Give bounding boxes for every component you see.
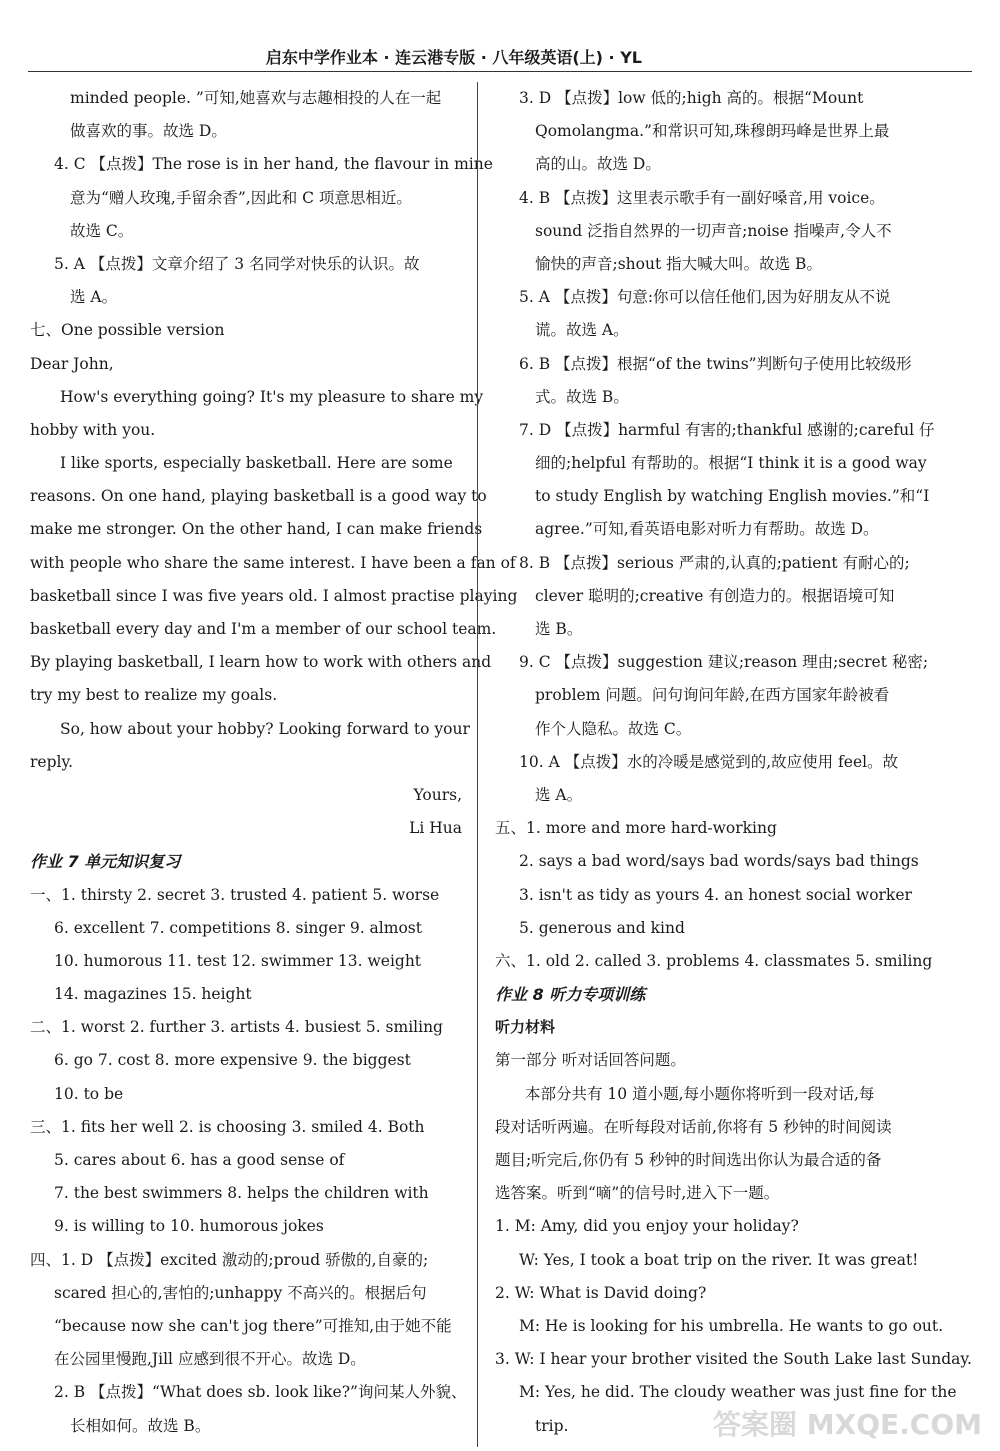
text-line: Yours, [413,785,462,804]
text-line: sound 泛指自然界的一切声音;noise 指噪声,令人不 [535,221,892,240]
text-line: make me stronger. On the other hand, I can make friends [30,520,483,539]
text-line: 2. B 【点拨】“What does sb. look like?”询问某人外貌、 [54,1383,467,1402]
text-line: 3. D 【点拨】low 低的;high 高的。根据“Mount [519,89,864,107]
text-line: 3. isn't as tidy as yours 4. an honest social worker [519,885,912,904]
text-line: 在公园里慢跑,Jill 应感到很不开心。故选 D。 [54,1350,366,1369]
text-line: scared 担心的,害怕的;unhappy 不高兴的。根据后句 [54,1283,427,1302]
text-line: 二、1. worst 2. further 3. artists 4. busiest 5. smiling [30,1018,443,1037]
text-line: I like sports, especially basketball. Here are some [60,454,453,473]
text-line: 选 A。 [70,288,118,307]
text-line: 作个人隐私。故选 C。 [535,719,692,738]
text-line: 7. the best swimmers 8. helps the children with [54,1184,429,1203]
text-line: problem 问题。问句询问年龄,在西方国家年龄被看 [535,686,890,705]
page-header: 启东中学作业本 · 连云港专版 · 八年级英语(上) · YL [28,44,972,72]
text-line: try my best to realize my goals. [30,686,278,705]
text-line: 三、1. fits her well 2. is choosing 3. smiled 4. Both [30,1117,425,1136]
text-line: 10. A 【点拨】水的冷暖是感觉到的,故应使用 feel。故 [519,752,899,771]
text-line: 1. M: Amy, did you enjoy your holiday? [495,1217,799,1236]
text-line: 10. to be [54,1084,124,1103]
text-line: 一、1. thirsty 2. secret 3. trusted 4. patient 5. worse [30,885,440,904]
text-line: By playing basketball, I learn how to work with others and [30,653,492,672]
text-line: 2. says a bad word/says bad words/says bad things [519,852,919,871]
text-line: 高的山。故选 D。 [535,155,661,174]
text-line: So, how about your hobby? Looking forward to your [60,719,470,738]
text-line: 5. A 【点拨】句意:你可以信任他们,因为好朋友从不说 [519,288,891,307]
text-line: 段对话听两遍。在听每段对话前,你将有 5 秒钟的时间阅读 [495,1117,892,1136]
text-line: 故选 C。 [70,221,134,240]
text-line: 7. D 【点拨】harmful 有害的;thankful 感谢的;careful 仔 [519,420,935,439]
text-line: 9. is willing to 10. humorous jokes [54,1217,324,1236]
text-line: hobby with you. [30,420,156,439]
text-line: clever 聪明的;creative 有创造力的。根据语境可知 [535,586,895,605]
text-line: 细的;helpful 有帮助的。根据“I think it is a good way [535,454,927,473]
text-line: 愉快的声音;shout 指大喊大叫。故选 B。 [535,254,822,273]
text-line: 六、1. old 2. called 3. problems 4. classmates 5. smiling [495,951,933,970]
text-line: 10. humorous 11. test 12. swimmer 13. weight [54,951,422,970]
text-line: agree.”可知,看英语电影对听力有帮助。故选 D。 [535,520,879,539]
text-line: 6. B 【点拨】根据“of the twins”判断句子使用比较级形 [519,354,912,373]
text-line: W: Yes, I took a boat trip on the river. It was great! [519,1250,919,1269]
text-line: 题目;听完后,你仍有 5 秒钟的时间选出你认为最合适的备 [495,1151,882,1169]
text-line: basketball every day and I'm a member of our school team. [30,620,497,638]
text-line: 做喜欢的事。故选 D。 [70,122,227,141]
text-line: “because now she can't jog there”可推知,由于她不能 [54,1316,452,1335]
text-line: 5. generous and kind [519,918,685,937]
text-line: with people who share the same interest. I have been a fan of [30,553,516,572]
text-line: 3. W: I hear your brother visited the South Lake last Sunday. [495,1350,972,1369]
text-line: 作业 8 听力专项训练 [495,985,646,1005]
text-line: basketball since I was five years old. I almost practise playing [30,586,518,605]
text-line: 6. excellent 7. competitions 8. singer 9. almost [54,918,422,937]
watermark: 答案圈 MXQE.COM [713,1408,982,1441]
left-column [30,82,518,1443]
text-line: 四、1. D 【点拨】excited 激动的;proud 骄傲的,自豪的; [30,1250,429,1269]
text-line: reasons. On one hand, playing basketball is a good way to [30,487,487,506]
text-line: 8. B 【点拨】serious 严肃的,认真的;patient 有耐心的; [519,553,910,572]
text-line: 五、1. more and more hard-working [495,819,777,838]
text-line: 谎。故选 A。 [535,321,629,340]
text-line: Dear John, [30,354,114,373]
text-line: 2. W: What is David doing? [495,1283,707,1302]
column-divider [477,82,478,1447]
right-column [495,82,972,1443]
text-line: 4. B 【点拨】这里表示歌手有一副好嗓音,用 voice。 [519,188,885,207]
text-line: 5. cares about 6. has a good sense of [54,1151,345,1169]
text-line: 选答案。听到“嘀”的信号时,进入下一题。 [495,1184,780,1203]
text-line: 6. go 7. cost 8. more expensive 9. the biggest [54,1051,411,1070]
text-line: 选 B。 [535,620,583,638]
text-line: minded people. ”可知,她喜欢与志趣相投的人在一起 [70,89,442,107]
text-line: 听力材料 [495,1018,556,1037]
text-line: trip. [535,1416,569,1435]
text-line: M: He is looking for his umbrella. He wants to go out. [519,1316,944,1335]
text-line: 5. A 【点拨】文章介绍了 3 名同学对快乐的认识。故 [54,254,420,273]
text-line: 第一部分 听对话回答问题。 [495,1051,686,1070]
text-line: 式。故选 B。 [535,387,629,406]
text-line: 长相如何。故选 B。 [70,1416,211,1435]
text-line: How's everything going? It's my pleasure to share my [60,387,484,406]
text-line: 本部分共有 10 道小题,每小题你将听到一段对话,每 [525,1084,875,1103]
text-line: reply. [30,752,74,771]
text-line: 七、One possible version [30,321,225,340]
text-line: 意为“赠人玫瑰,手留余香”,因此和 C 项意思相近。 [70,188,412,207]
text-line: 14. magazines 15. height [54,985,252,1004]
text-line: 4. C 【点拨】The rose is in her hand, the flavour in mine [54,155,493,174]
text-line: 作业 7 单元知识复习 [30,852,181,872]
text-line: Qomolangma.”和常识可知,珠穆朗玛峰是世界上最 [535,122,890,141]
text-line: Li Hua [409,819,462,838]
text-line: to study English by watching English movies.”和“I [535,487,930,506]
text-line: 9. C 【点拨】suggestion 建议;reason 理由;secret 秘密; [519,653,929,672]
text-line: 选 A。 [535,785,583,804]
text-line: M: Yes, he did. The cloudy weather was just fine for the [519,1383,957,1402]
